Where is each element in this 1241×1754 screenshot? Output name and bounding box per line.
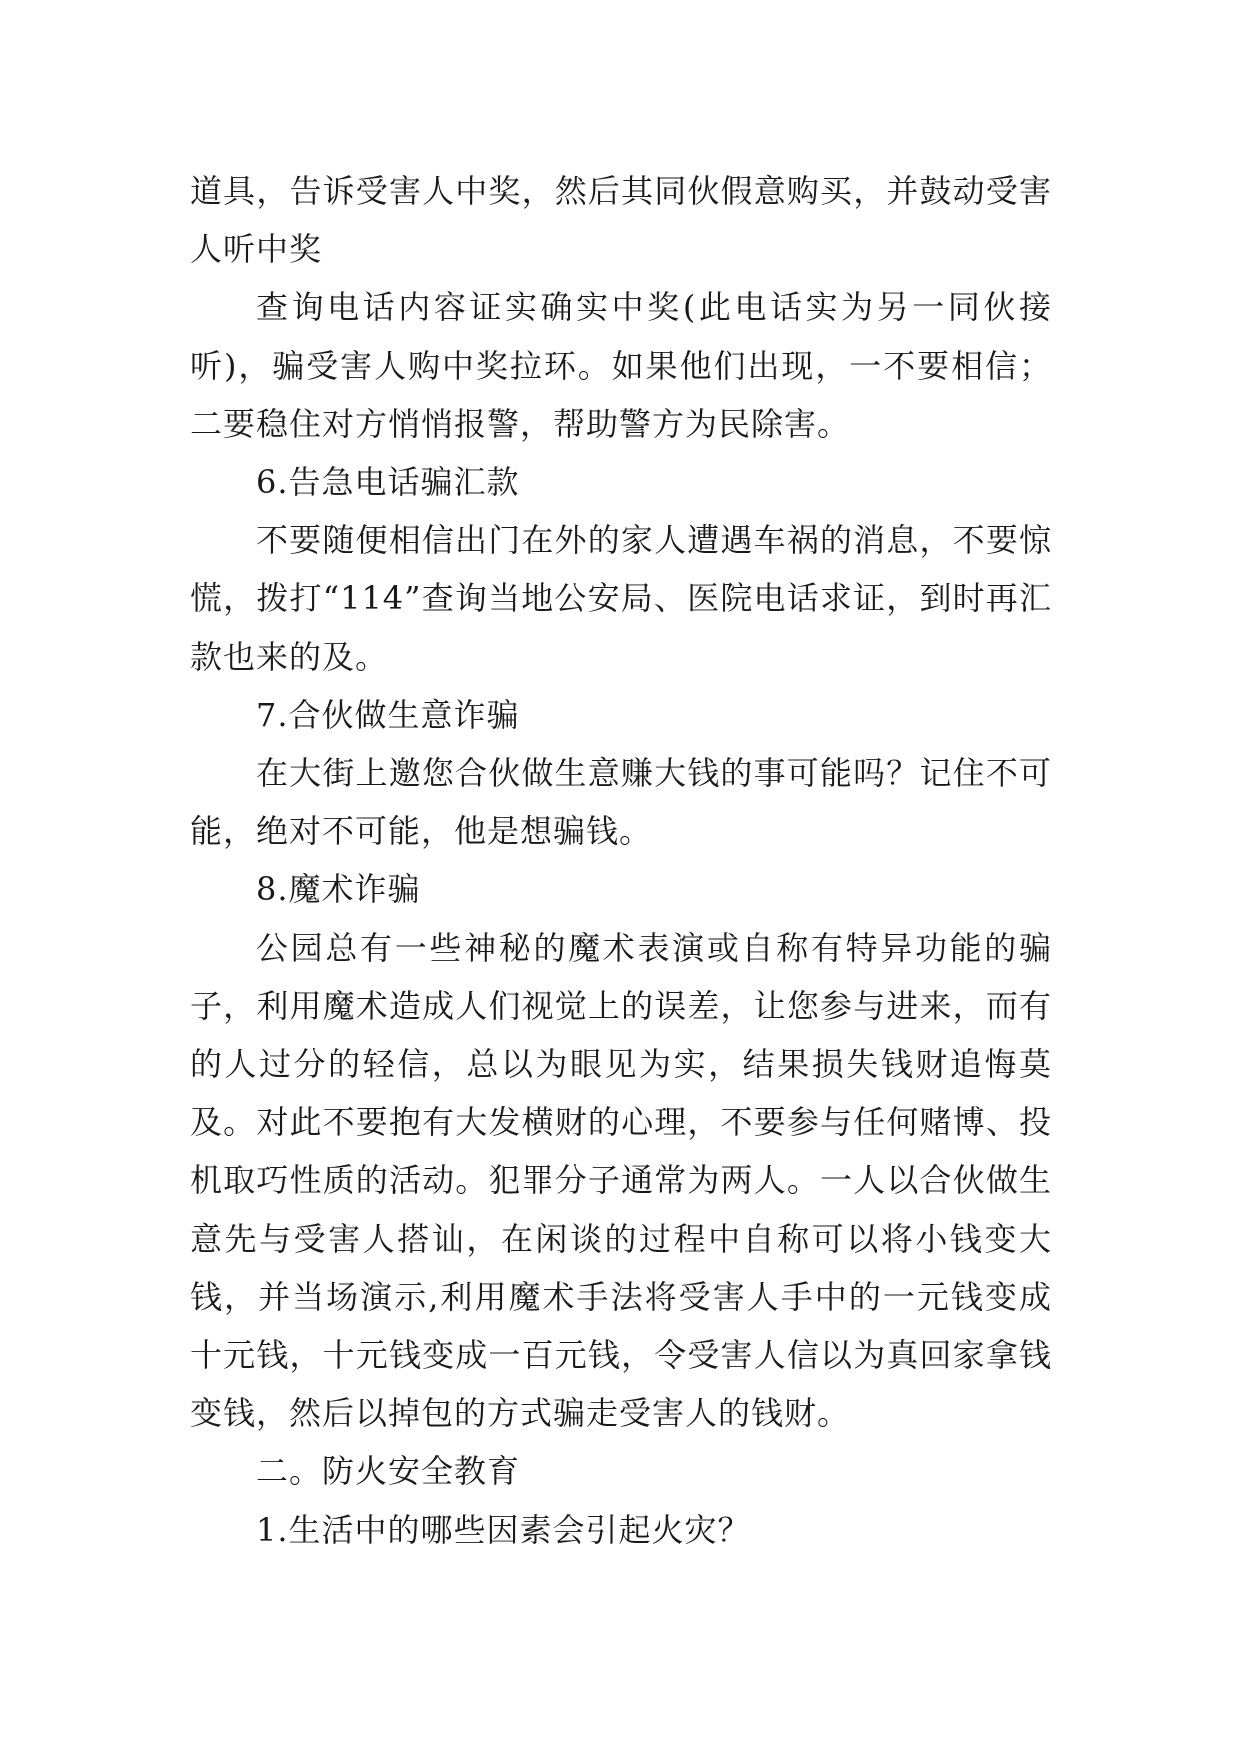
paragraph-magic-scam-details: 公园总有一些神秘的魔术表演或自称有特异功能的骗子，利用魔术造成人们视觉上的误差，让您参与进来，而有的人过分的轻信，总以为眼见为实，结果损失钱财追悔莫及。对此不要抱有大发横财的心理，不要参与任何赌博、投机取巧性质的活动。犯罪分子通常为两人。一人以合伙做生意先与受害人搭讪，在闲谈的过程中自称可以将小钱变大钱，并当场演示,利用魔术手法将受害人手中的一元钱变成十元钱，十元钱变成一百元钱，令受害人信以为真回家拿钱变钱，然后以掉包的方式骗走受害人的钱财。 — [190, 928, 1052, 1433]
paragraph-partnership-advice: 在大街上邀您合伙做生意赚大钱的事可能吗？记住不可能，绝对不可能，他是想骗钱。 — [190, 754, 1052, 851]
document-body — [190, 162, 1052, 1559]
heading-fire-safety: 二。防火安全教育 — [256, 1452, 521, 1491]
paragraph-lottery-intro: 道具，告诉受害人中奖，然后其同伙假意购买，并鼓动受害人听中奖 — [190, 172, 1052, 269]
heading-magic-scam: 8.魔术诈骗 — [256, 870, 421, 909]
heading-fire-causes: 1.生活中的哪些因素会引起火灾？ — [256, 1510, 751, 1549]
heading-partnership-scam: 7.合伙做生意诈骗 — [256, 695, 520, 734]
paragraph-emergency-call-advice: 不要随便相信出门在外的家人遭遇车祸的消息，不要惊慌，拨打“114”查询当地公安局、医院电话求证，到时再汇款也来的及。 — [190, 521, 1052, 676]
paragraph-lottery-warning: 查询电话内容证实确实中奖(此电话实为另一同伙接听)，骗受害人购中奖拉环。如果他们出现，一不要相信；二要稳住对方悄悄报警，帮助警方为民除害。 — [190, 288, 1052, 443]
heading-emergency-call-scam: 6.告急电话骗汇款 — [256, 463, 520, 502]
